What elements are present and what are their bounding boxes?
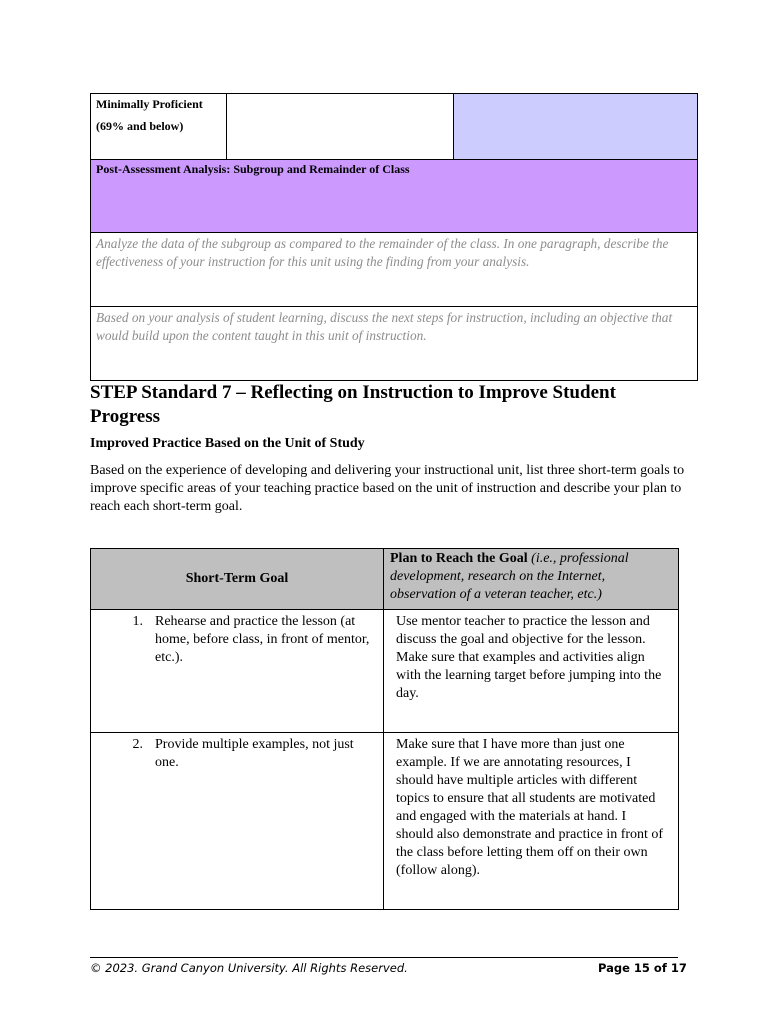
step-heading: STEP Standard 7 – Reflecting on Instruction to Improve Student Progress — [90, 382, 616, 427]
header-plan-italic: (i.e., professional development, research on the Internet, observation of a veteran teacher, etc.) — [390, 551, 629, 602]
plan-cell[interactable] — [384, 733, 679, 910]
goal-number: 2. — [132, 737, 143, 752]
prompt-row-2 — [91, 307, 698, 381]
plan-text: Use mentor teacher to practice the lesson and discuss the goal and objective for the lesson. Make sure that examples and activities align with the learning target before jumping into the day. — [396, 614, 662, 701]
goal-cell[interactable] — [91, 733, 384, 910]
goals-header-row — [91, 549, 679, 610]
empty-cell — [227, 94, 454, 160]
header-short-term-goal: Short-Term Goal — [91, 549, 384, 610]
goal-number: 1. — [132, 614, 143, 629]
post-assessment-header-row — [91, 160, 698, 233]
prompt-row-1 — [91, 233, 698, 307]
goal-cell[interactable] — [91, 610, 384, 733]
header-plan-bold: Plan to Reach the Goal — [390, 551, 528, 566]
intro-paragraph: Based on the experience of developing and delivering your instructional unit, list three short-term goals to improve specific areas of your teaching practice based on the unit of instruction and describe your plan to reach each short-term goal. — [90, 463, 685, 514]
footer-page-number: Page 15 of 17 — [598, 961, 687, 975]
header-plan — [384, 549, 679, 610]
footer-divider — [90, 957, 678, 958]
plan-text: Make sure that I have more than just one example. If we are annotating resources, I should have multiple articles with different topics to ensure that all students are motivated and engaged with the materials at hand. I should also demonstrate and practice in front of the class before letting them off on their own (follow along). — [396, 737, 664, 878]
lavender-cell — [454, 94, 698, 160]
post-assessment-title: Post-Assessment Analysis: Subgroup and Remainder of Class — [96, 162, 410, 176]
assessment-table — [90, 93, 698, 381]
proficiency-label: Minimally Proficient — [96, 97, 203, 111]
analysis-prompt: Analyze the data of the subgroup as compared to the remainder of the class. In one paragraph, describe the effectiveness of your instruction for this unit using the finding from your analysis. — [96, 236, 669, 269]
goal-row — [91, 610, 679, 733]
prompt-cell-1[interactable] — [91, 233, 698, 307]
goal-text: Rehearse and practice the lesson (at home, before class, in front of mentor, etc.). — [155, 614, 370, 665]
goals-table — [90, 548, 679, 910]
proficiency-range: (69% and below) — [96, 119, 184, 133]
goal-row — [91, 733, 679, 910]
next-steps-prompt: Based on your analysis of student learning, discuss the next steps for instruction, including an objective that would build upon the content taught in this unit of instruction. — [96, 310, 673, 343]
post-assessment-header-cell — [91, 160, 698, 233]
prompt-cell-2[interactable] — [91, 307, 698, 381]
plan-cell[interactable] — [384, 610, 679, 733]
proficiency-label-cell — [91, 94, 227, 160]
minimally-proficient-row — [91, 94, 698, 160]
footer-copyright: © 2023. Grand Canyon University. All Rights Reserved. — [90, 961, 408, 975]
section-subheading: Improved Practice Based on the Unit of Study — [90, 436, 365, 451]
goal-text: Provide multiple examples, not just one. — [155, 737, 354, 770]
